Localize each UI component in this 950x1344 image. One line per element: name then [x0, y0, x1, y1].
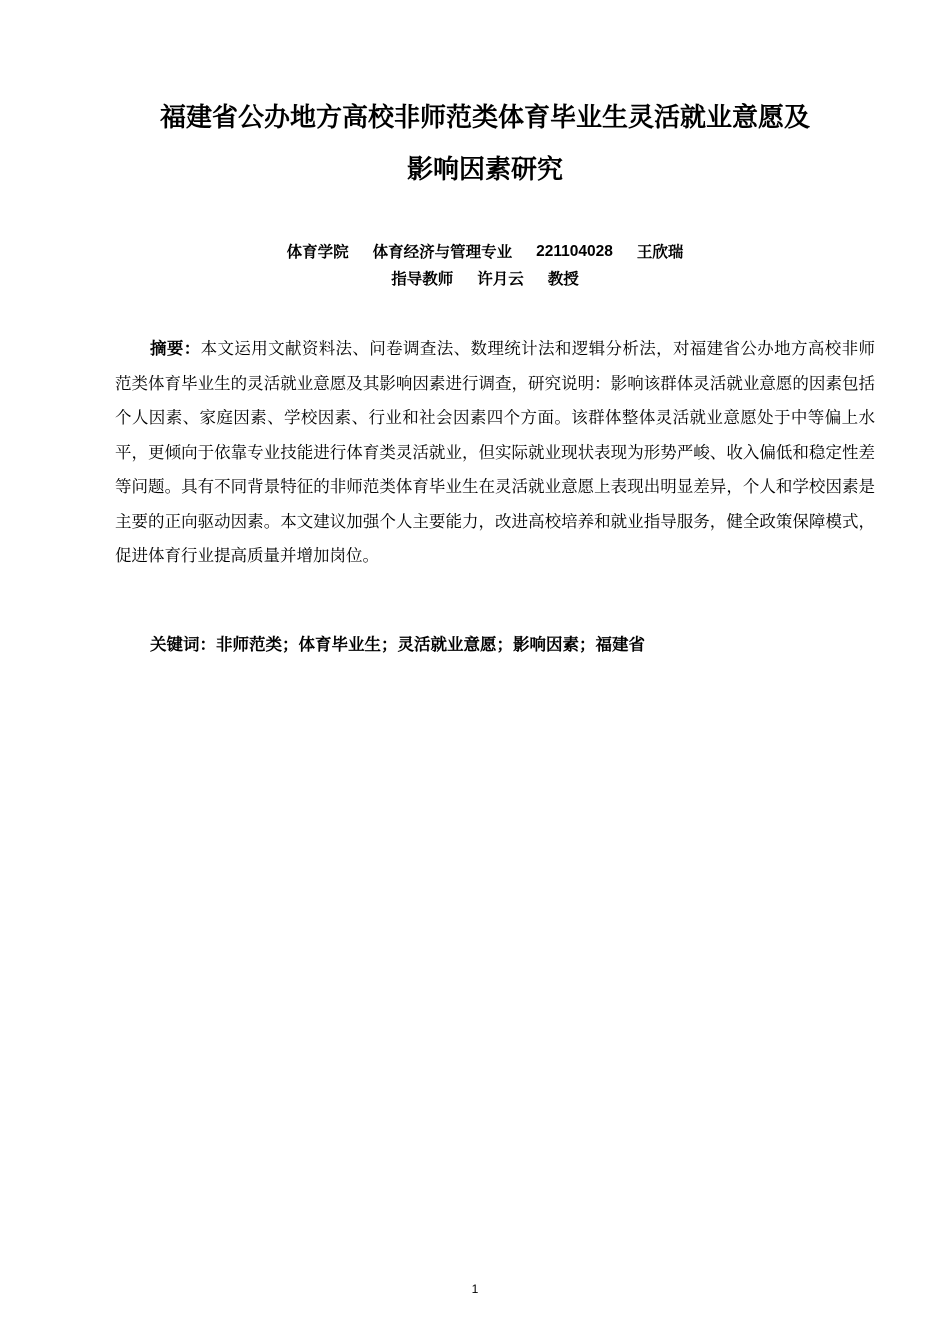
student-id: 221104028: [536, 243, 613, 260]
paper-title-line-1: 福建省公办地方高校非师范类体育毕业生灵活就业意愿及: [159, 103, 810, 133]
paper-title-line-2: 影响因素研究: [406, 155, 563, 185]
author-name: 王欣瑞: [636, 242, 684, 261]
advisor-name: 许月云: [477, 269, 524, 288]
school-name: 体育学院: [286, 242, 349, 261]
keywords-label: 关键词：: [150, 635, 216, 654]
abstract-paragraph: [115, 332, 875, 574]
advisor-label: 指导教师: [391, 269, 454, 288]
keywords-line: [150, 628, 875, 662]
abstract-text: 本文运用文献资料法、问卷调查法、数理统计法和逻辑分析法，对福建省公办地方高校非师范类体育毕业生的灵活就业意愿及其影响因素进行调查，研究说明：影响该群体灵活就业意愿的因素包括个人因素、家庭因素、学校因素、行业和社会因素四个方面。该群体整体灵活就业意愿处于中等偏上水平，更倾向于依靠专业技能进行体育类灵活就业，但实际就业现状表现为形势严峻、收入偏低和稳定性差等问题。具有不同背景特征的非师范类体育毕业生在灵活就业意愿上表现出明显差异，个人和学校因素是主要的正向驱动因素。本文建议加强个人主要能力，改进高校培养和就业指导服务，健全政策保障模式，促进体育行业提高质量并增加岗位。: [115, 339, 876, 565]
author-info: [95, 238, 875, 292]
author-line: [95, 238, 875, 265]
advisor-line: [95, 265, 875, 292]
abstract-label: 摘要：: [150, 339, 201, 358]
page-number: 1: [471, 1282, 479, 1296]
paper-title: [95, 92, 875, 196]
major-name: 体育经济与管理专业: [372, 242, 513, 261]
keywords-text: 非师范类；体育毕业生；灵活就业意愿；影响因素；福建省: [216, 635, 645, 654]
advisor-title: 教授: [547, 269, 579, 288]
